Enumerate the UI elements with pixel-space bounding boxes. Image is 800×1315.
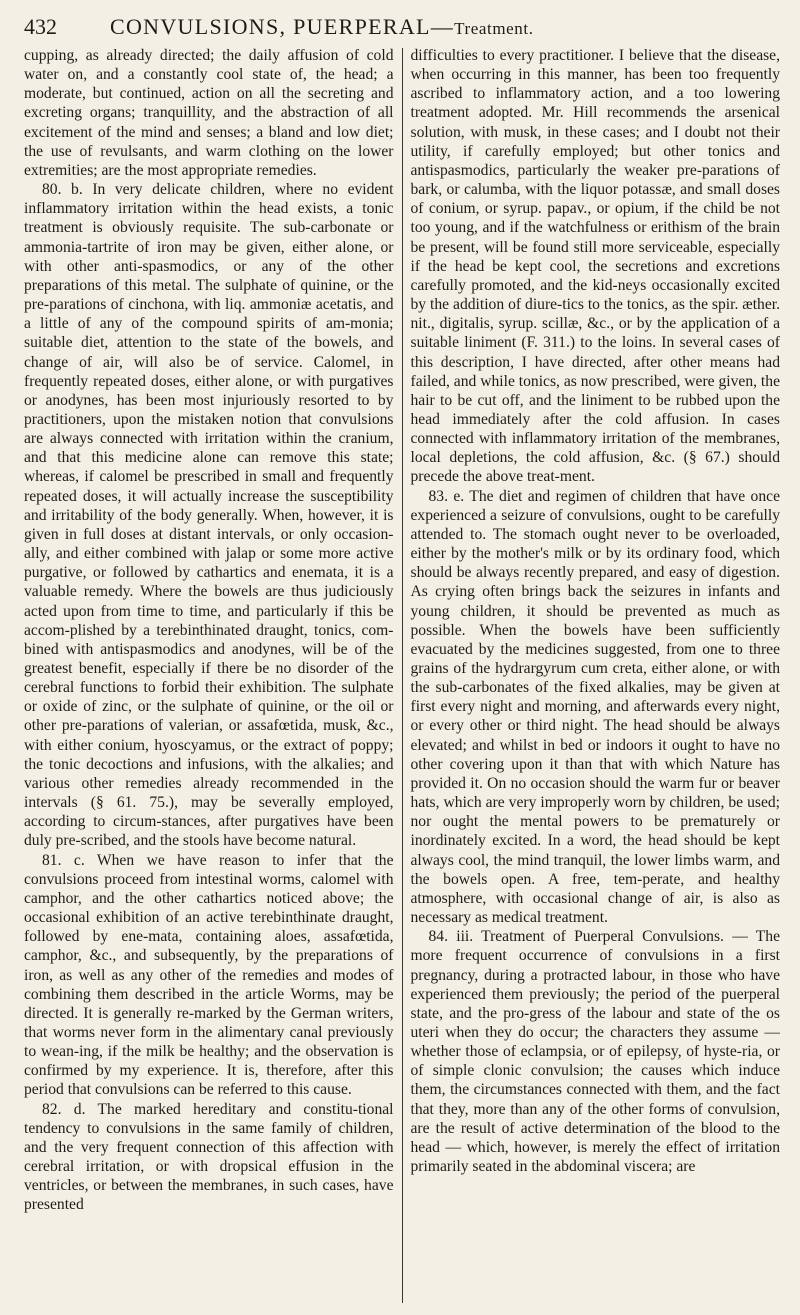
running-head-dash: —: [430, 14, 455, 39]
right-column: [403, 46, 781, 1303]
running-head-title: CONVULSIONS, PUERPERAL: [110, 14, 431, 39]
paragraph: 84. iii. Treatment of Puerperal Convulsions. — The more frequent occurrence of convulsions in a first pregnancy, during a protracted labour, in those who have experienced them previously; the period of the puerperal state, and the pro-gress of the labour and state of the os uteri when they do occur; the characters they assume — whether those of eclampsia, or of epilepsy, of hyste-ria, or of simple clonic convulsion; the causes which induce them, the circumstances connected with them, and the fact that they, more than any of the other forms of convulsion, are the result of active determination of the blood to the head — which, however, is merely the effect of irritation primarily seated in the abdominal viscera; are: [410, 928, 780, 1176]
paragraph: 82. d. The marked hereditary and constitu-tional tendency to convulsions in the same family of children, and the very frequent connection of this affection with cerebral irritation, or with dropsical effusion in the ventricles, or between the membranes, in such cases, have presented: [24, 1100, 394, 1214]
text-columns: [24, 46, 780, 1303]
left-column: [24, 46, 402, 1303]
page-header: [24, 12, 776, 46]
page-number: 432: [24, 14, 57, 39]
paragraph: difficulties to every practitioner. I believe that the disease, when occurring in this manner, has been too frequently ascribed to inflammatory action, and a too lowering treatment adopted. Mr. Hill recommends the arsenical solution, with musk, in these cases; and I doubt not their utility, if carefully employed; but other tonics and antispasmodics, particularly the weaker pre-parations of bark, or calumba, with the liquor potassæ, and small doses of conium, or syrup. papav., or opium, if the child be not too young, and if the watchfulness or erithism of the brain be present, will be found still more serviceable, especially if the head be kept cool, the secretions and excretions carefully promoted, and the kid-neys occasionally excited by the addition of diure-tics to the tonics, as the spir. æther. nit., digitalis, syrup. scillæ, &c., or by the application of a suitable liniment (F. 311.) to the loins. In several cases of this description, I have directed, after other means had failed, and while tonics, as now prescribed, were given, the hair to be cut off, and the liniment to be rubbed upon the head immediately after the cold affusion. In cases connected with inflammatory irritation of the membranes, local depletions, the cold affusion, &c. (§ 67.) should precede the above treat-ment.: [410, 47, 780, 486]
running-head: [110, 14, 776, 40]
paragraph: 83. e. The diet and regimen of children that have once experienced a seizure of convulsions, ought to be carefully attended to. The stomach ought never to be overloaded, either by the mother's milk or by its ordinary food, which should be always recently prepared, and easy of digestion. As crying often brings back the seizures in infants and young children, it should be prevented as much as possible. When the bowels have been sufficiently evacuated by the medicines suggested, from one to three grains of the hydrargyrum cum creta, either alone, or with the sub-carbonates of the fixed alkalies, may be given at first every night and morning, and afterwards every night, or every other or third night. The head should be always elevated; and whilst in bed or indoors it ought to have no other covering upon it than that with which Nature has provided it. On no occasion should the warm fur or beaver hats, which are very improperly worn by children, be used; nor ought the mental powers to be prematurely or inordinately excited. In a word, the head should be kept always cool, the mind tranquil, the lower limbs warm, and the bowels open. A free, tem-perate, and healthy atmosphere, with occasional change of air, is also as necessary as medical treatment.: [410, 487, 780, 927]
running-head-subtitle: Treatment.: [454, 19, 534, 38]
paragraph: 81. c. When we have reason to infer that the convulsions proceed from intestinal worms, calomel with camphor, and the other cathartics noticed above; the occasional exhibition of an active terebinthinate draught, followed by ene-mata, containing aloes, assafœtida, camphor, &c., and subsequently, by the preparations of iron, as well as any other of the remedies and modes of combining them described in the article Worms, may be directed. It is generally re-marked by the German writers, that worms never form in the alimentary canal previously to wean-ing, if the milk be healthy; and the observation is confirmed by my experience. It is, therefore, after this period that convulsions can be referred to this cause.: [24, 851, 394, 1099]
paragraph: 80. b. In very delicate children, where no evident inflammatory irritation within the head exists, a tonic treatment is obviously requisite. The sub-carbonate or ammonia-tartrite of iron may be given, either alone, or with other anti-spasmodics, or any of the other preparations of this metal. The sulphate of quinine, or the pre-parations of cinchona, with liq. ammoniæ acetatis, and a little of any of the compound spirits of am-monia; suitable diet, attention to the state of the bowels, and change of air, will also be of service. Calomel, in frequently repeated doses, either alone, or with purgatives or anodynes, has been most injuriously resorted to by practitioners, upon the mistaken notion that convulsions are always connected with irritation within the cranium, and that this medicine alone can remove this state; whereas, if calomel be prescribed in small and frequently repeated doses, it will actually increase the susceptibility and irritability of the body generally. When, however, it is given in full doses at distant intervals, or only occasion-ally, and either combined with jalap or some more active purgative, or followed by cathartics and enemata, it is a valuable remedy. Where the bowels are thus judiciously acted upon from time to time, and particularly if this be accom-plished by a terebinthinated draught, tonics, com-bined with antispasmodics and anodynes, will be of the greatest benefit, especially if there be no disorder of the cerebral functions to forbid their exhibition. The sulphate or oxide of zinc, or the sulphate of quinine, or the oil or other pre-parations of valerian, or assafœtida, musk, &c., with either conium, hyoscyamus, or the extract of poppy; the tonic decoctions and infusions, with the alkalies; and various other remedies already recommended in the intervals (§ 61. 75.), may be severally employed, according to circum-stances, after purgatives have been duly pre-scribed, and the stools have become natural.: [24, 181, 394, 850]
paragraph: cupping, as already directed; the daily affusion of cold water on, and a constantly cool state of, the head; a moderate, but continued, action on all the secreting and excreting organs; tranquillity, and the abstraction of all excitement of the mind and senses; a bland and low diet; the use of revulsants, and warm clothing on the lower extremities; are the most appropriate remedies.: [24, 47, 394, 179]
